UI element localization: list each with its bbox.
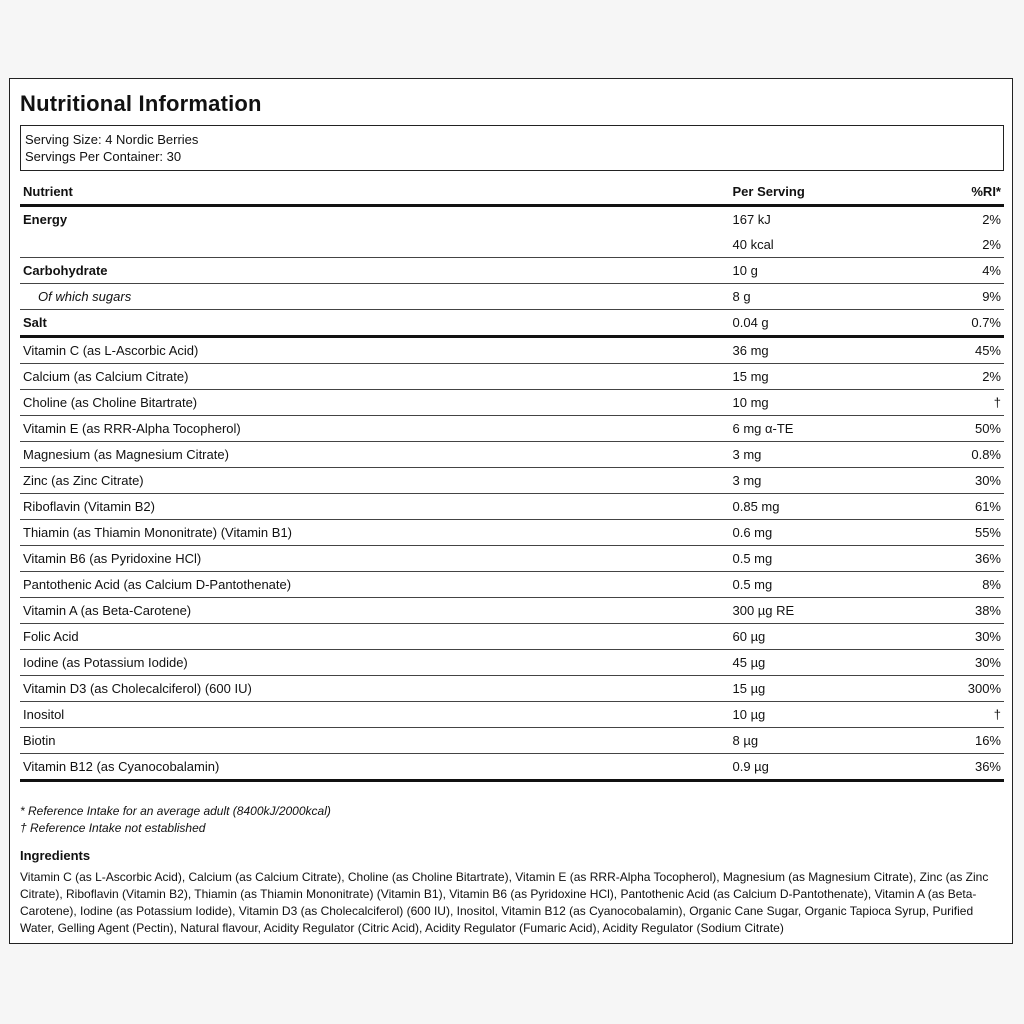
- nutrient-ri: 30%: [965, 624, 1004, 650]
- nutrient-name: Riboflavin (Vitamin B2): [20, 494, 730, 520]
- nutrient-name: Magnesium (as Magnesium Citrate): [20, 442, 730, 468]
- nutrient-ri: 4%: [965, 258, 1004, 284]
- nutrient-value: 10 g: [730, 258, 965, 284]
- table-row: [20, 258, 1004, 284]
- page-title: Nutritional Information: [20, 91, 262, 116]
- ingredients-text: Vitamin C (as L-Ascorbic Acid), Calcium (as Calcium Citrate), Choline (as Choline Bitartrate), Vitamin E (as RRR-Alpha Tocopherol), Magnesium (as Magnesium Citrate), Zinc (as Zinc Citrate), Riboflavin (Vitamin B2), Thiamin (as Thiamin Mononitrate) (Vitamin B1), Vitamin B6 (as Pyridoxine HCl), Pantothenic Acid (as Calcium D-Pantothenate), Vitamin A (as Beta-Carotene), Iodine (as Potassium Iodide), Vitamin D3 (as Cholecalciferol) (600 IU), Inositol, Vitamin B12 (as Cyanocobalamin), Organic Cane Sugar, Organic Tapioca Syrup, Purified Water, Gelling Agent (Pectin), Natural flavour, Acidity Regulator (Citric Acid), Acidity Regulator (Fumaric Acid), Acidity Regulator (Sodium Citrate): [20, 870, 989, 935]
- nutrient-name: Iodine (as Potassium Iodide): [20, 650, 730, 676]
- nutrient-name: Vitamin D3 (as Cholecalciferol) (600 IU): [20, 676, 730, 702]
- nutrient-ri: 30%: [965, 650, 1004, 676]
- nutrient-name: Vitamin E (as RRR-Alpha Tocopherol): [20, 416, 730, 442]
- nutrient-value: 60 µg: [730, 624, 965, 650]
- nutrient-value: 36 mg: [730, 337, 965, 364]
- nutrient-ri: 16%: [965, 728, 1004, 754]
- table-row: [20, 310, 1004, 337]
- nutrient-ri: 9%: [965, 284, 1004, 310]
- nutrient-ri: 0.8%: [965, 442, 1004, 468]
- nutrient-ri: 50%: [965, 416, 1004, 442]
- nutrient-name: Calcium (as Calcium Citrate): [20, 364, 730, 390]
- nutrient-value: 40 kcal: [730, 232, 965, 258]
- nutrient-ri: 30%: [965, 468, 1004, 494]
- nutrient-ri: 36%: [965, 546, 1004, 572]
- nutrient-value: 3 mg: [730, 468, 965, 494]
- column-header-nutrient: Nutrient: [20, 178, 730, 206]
- nutrient-value: 45 µg: [730, 650, 965, 676]
- nutrient-name: Carbohydrate: [20, 258, 730, 284]
- nutrient-value: 0.6 mg: [730, 520, 965, 546]
- nutrient-value: 8 µg: [730, 728, 965, 754]
- table-row: [20, 520, 1004, 546]
- nutrient-ri: 61%: [965, 494, 1004, 520]
- nutrient-ri: 8%: [965, 572, 1004, 598]
- nutrient-ri: 2%: [965, 232, 1004, 258]
- table-header-row: [20, 178, 1004, 206]
- nutrient-ri: 2%: [965, 364, 1004, 390]
- table-row: [20, 624, 1004, 650]
- footnote-ri: * Reference Intake for an average adult (8400kJ/2000kcal): [20, 804, 331, 818]
- nutrient-name: Choline (as Choline Bitartrate): [20, 390, 730, 416]
- nutrient-ri: †: [965, 390, 1004, 416]
- nutrient-name: Vitamin B12 (as Cyanocobalamin): [20, 754, 730, 781]
- nutrient-ri: 300%: [965, 676, 1004, 702]
- table-row: [20, 650, 1004, 676]
- table-row: [20, 494, 1004, 520]
- table-row: [20, 468, 1004, 494]
- nutrient-name: Vitamin A (as Beta-Carotene): [20, 598, 730, 624]
- nutrient-value: 0.5 mg: [730, 572, 965, 598]
- table-row: [20, 754, 1004, 781]
- nutrient-name: Folic Acid: [20, 624, 730, 650]
- nutrient-ri: 38%: [965, 598, 1004, 624]
- nutrient-name: Vitamin C (as L-Ascorbic Acid): [20, 337, 730, 364]
- column-header-ri: %RI*: [965, 178, 1004, 206]
- table-row: [20, 337, 1004, 364]
- table-row: [20, 442, 1004, 468]
- nutrition-panel: [9, 78, 1013, 944]
- table-row: [20, 416, 1004, 442]
- servings-per-container: Servings Per Container: 30: [25, 149, 182, 164]
- nutrient-ri: 2%: [982, 212, 1001, 227]
- nutrient-name: Thiamin (as Thiamin Mononitrate) (Vitamin B1): [20, 520, 730, 546]
- table-row: [20, 702, 1004, 728]
- nutrient-name: Pantothenic Acid (as Calcium D-Pantothenate): [20, 572, 730, 598]
- nutrient-ri: 0.7%: [965, 310, 1004, 337]
- nutrient-ri: 45%: [965, 337, 1004, 364]
- nutrition-table: [20, 178, 1004, 782]
- nutrient-name: Salt: [20, 310, 730, 337]
- nutrient-name: [20, 232, 730, 258]
- ingredients-heading: Ingredients: [20, 848, 91, 863]
- nutrient-value: 10 mg: [730, 390, 965, 416]
- nutrient-name: Vitamin B6 (as Pyridoxine HCl): [20, 546, 730, 572]
- table-row: [20, 390, 1004, 416]
- table-row: [20, 728, 1004, 754]
- nutrient-name: Energy: [23, 212, 68, 227]
- serving-info-box: [20, 125, 1004, 171]
- table-row: [20, 232, 1004, 258]
- nutrient-value: 15 µg: [730, 676, 965, 702]
- nutrient-name: Zinc (as Zinc Citrate): [20, 468, 730, 494]
- footnote-dagger: † Reference Intake not established: [20, 821, 206, 835]
- column-header-per-serving: Per Serving: [730, 178, 965, 206]
- nutrient-value: 0.9 µg: [730, 754, 965, 781]
- nutrient-name: Biotin: [20, 728, 730, 754]
- table-row: [20, 284, 1004, 310]
- nutrient-name: Of which sugars: [20, 284, 730, 310]
- nutrient-value: 0.85 mg: [730, 494, 965, 520]
- nutrient-value: 6 mg α-TE: [730, 416, 965, 442]
- nutrient-value: 8 g: [730, 284, 965, 310]
- table-row: [20, 546, 1004, 572]
- nutrient-value: 15 mg: [730, 364, 965, 390]
- nutrient-value: 0.04 g: [730, 310, 965, 337]
- nutrient-name: Inositol: [20, 702, 730, 728]
- table-row: [20, 598, 1004, 624]
- table-row: [20, 676, 1004, 702]
- nutrient-value: 3 mg: [730, 442, 965, 468]
- table-row: [20, 572, 1004, 598]
- table-row: [20, 364, 1004, 390]
- nutrient-ri: 36%: [965, 754, 1004, 781]
- nutrient-value: 300 µg RE: [730, 598, 965, 624]
- table-row: [20, 206, 1004, 233]
- footnotes: [20, 803, 331, 837]
- nutrient-value: 0.5 mg: [730, 546, 965, 572]
- nutrient-ri: 55%: [965, 520, 1004, 546]
- nutrient-value: 167 kJ: [732, 212, 771, 227]
- serving-size: Serving Size: 4 Nordic Berries: [25, 132, 199, 147]
- nutrient-value: 10 µg: [730, 702, 965, 728]
- nutrient-ri: †: [965, 702, 1004, 728]
